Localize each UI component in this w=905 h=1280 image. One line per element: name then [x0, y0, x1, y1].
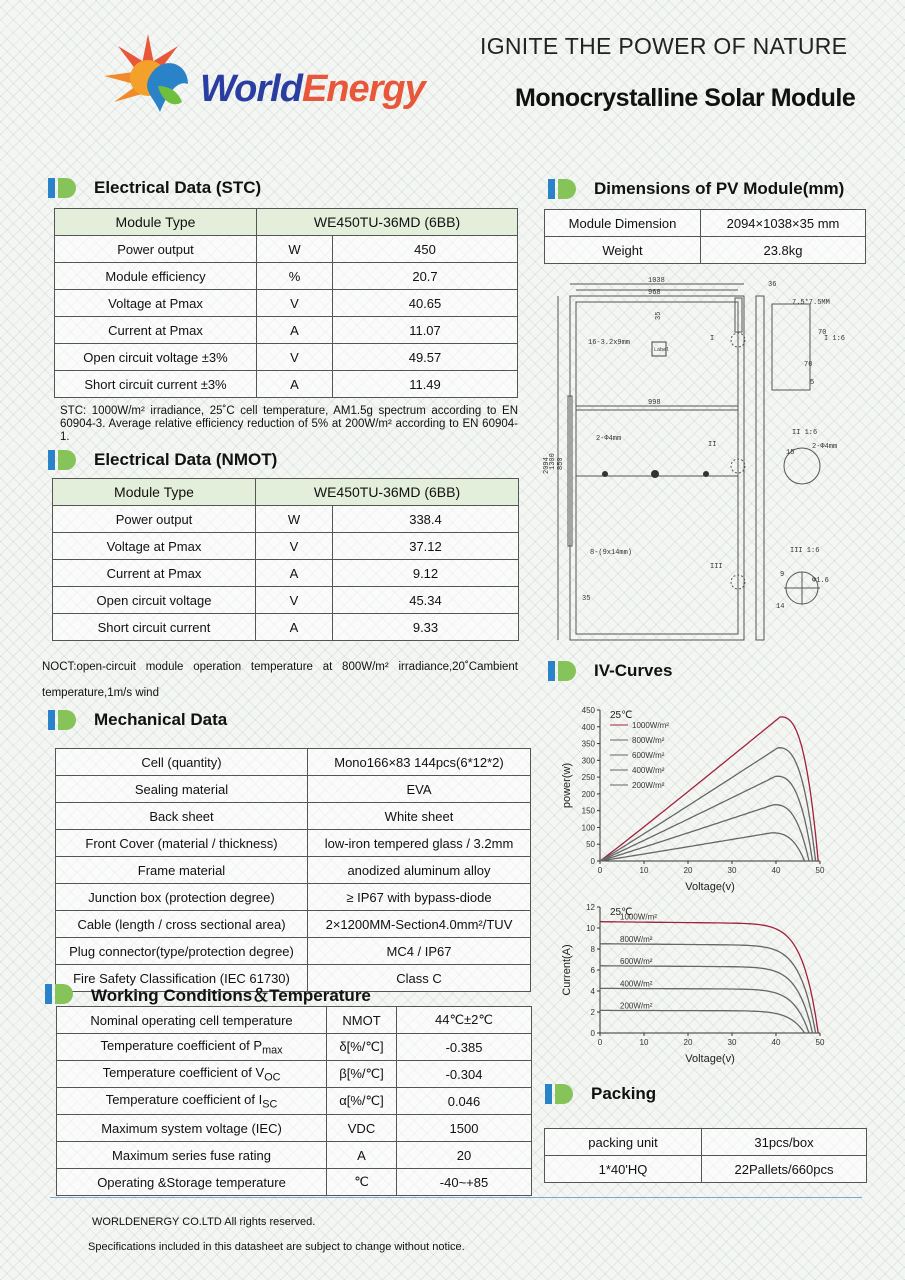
- dims-title: Dimensions of PV Module(mm): [594, 179, 845, 198]
- stc-cell-0: Short circuit current ±3%: [55, 371, 257, 398]
- mech-title: Mechanical Data: [94, 710, 228, 729]
- work-param-sub: max: [262, 1044, 283, 1057]
- work-unit: α[%/℃]: [327, 1088, 397, 1115]
- y-axis-label: power(w): [561, 762, 573, 809]
- nmot-row: [53, 560, 519, 587]
- mech-row: [56, 803, 531, 830]
- y-tick-label: 150: [581, 806, 595, 816]
- work-value: 1500: [397, 1115, 532, 1142]
- section-stc: [48, 178, 261, 198]
- work-param: Maximum system voltage (IEC): [57, 1115, 327, 1142]
- stc-header-model: WE450TU-36MD (6BB): [257, 209, 518, 236]
- dim-holes-2: 2-Φ4mm: [596, 435, 622, 443]
- y-tick-label: 350: [581, 739, 595, 749]
- dim-5: 5: [810, 379, 815, 387]
- y-tick-label: 450: [581, 706, 595, 715]
- x-tick-label: 0: [597, 866, 603, 875]
- dims-row: [545, 210, 866, 237]
- mech-row: [56, 884, 531, 911]
- work-param: Temperature coefficient of $I_{SC}$: [57, 1088, 327, 1115]
- dims-cell-0: Module Dimension: [545, 210, 701, 237]
- mech-cell-1: Class C: [308, 965, 531, 992]
- dim-35-bottom: 35: [582, 595, 591, 603]
- stc-row: [55, 236, 518, 263]
- work-param: Operating &Storage temperature: [57, 1169, 327, 1196]
- stc-cell-1: A: [257, 317, 333, 344]
- nmot-cell-1: V: [256, 587, 333, 614]
- nmot-table: [52, 478, 519, 641]
- x-tick-label: 40: [771, 1038, 781, 1047]
- detail-iii-scale: III 1:6: [790, 547, 820, 555]
- work-param: Temperature coefficient of $V_{OC}$: [57, 1061, 327, 1088]
- mech-cell-0: Fire Safety Classification (IEC 61730): [56, 965, 308, 992]
- stc-header-type: Module Type: [55, 209, 257, 236]
- section-marker-icon: [548, 179, 576, 199]
- dim-width-inner: 968: [648, 289, 661, 297]
- section-marker-icon: [548, 661, 576, 681]
- work-param-sub: SC: [262, 1098, 278, 1111]
- work-unit: A: [327, 1142, 397, 1169]
- mech-cell-0: Front Cover (material / thickness): [56, 830, 308, 857]
- nmot-row: [53, 614, 519, 641]
- series-line: [600, 1010, 805, 1033]
- mech-row: [56, 830, 531, 857]
- stc-cell-2: 20.7: [333, 263, 518, 290]
- section-marker-icon: [48, 450, 76, 470]
- stc-row: [55, 344, 518, 371]
- work-row: [57, 1007, 532, 1034]
- section-nmot: [48, 450, 277, 470]
- mech-cell-1: low-iron tempered glass / 3.2mm: [308, 830, 531, 857]
- dim-holes-3: 8-(9x14mm): [590, 549, 633, 557]
- power-voltage-chart: [540, 698, 840, 898]
- work-param: Nominal operating cell temperature: [57, 1007, 327, 1034]
- current-voltage-chart: [540, 895, 840, 1070]
- section-marker-icon: [48, 710, 76, 730]
- packing-row: [545, 1156, 867, 1183]
- stc-row: [55, 290, 518, 317]
- stc-table: [54, 208, 518, 398]
- stc-cell-2: 11.07: [333, 317, 518, 344]
- work-unit: VDC: [327, 1115, 397, 1142]
- nmot-header-type: Module Type: [53, 479, 256, 506]
- mech-table: [55, 748, 531, 992]
- dims-row: [545, 237, 866, 264]
- work-value: -40~+85: [397, 1169, 532, 1196]
- work-param-sub: OC: [264, 1071, 281, 1084]
- x-axis-label: Voltage(v): [685, 881, 735, 893]
- legend-label: 800W/m²: [632, 736, 665, 745]
- dim-70a: 70: [818, 329, 827, 337]
- x-tick-label: 50: [815, 1038, 825, 1047]
- curve-label: 800W/m²: [620, 934, 653, 944]
- nmot-row: [53, 506, 519, 533]
- y-tick-label: 200: [581, 789, 595, 799]
- series-line: [600, 966, 813, 1033]
- mech-cell-0: Cell (quantity): [56, 749, 308, 776]
- legend-label: 400W/m²: [632, 766, 665, 775]
- curve-label: 400W/m²: [620, 979, 653, 989]
- chart-title: 25℃: [610, 710, 633, 721]
- stc-cell-2: 11.49: [333, 371, 518, 398]
- nmot-row: [53, 533, 519, 560]
- dim-35-top: 35: [655, 311, 663, 320]
- mech-cell-0: Junction box (protection degree): [56, 884, 308, 911]
- detail-ii-scale: II 1:6: [792, 429, 818, 437]
- y-tick-label: 2: [590, 1008, 595, 1017]
- mech-cell-1: MC4 / IP67: [308, 938, 531, 965]
- x-tick-label: 10: [639, 866, 649, 875]
- dim-9: 9: [780, 571, 785, 579]
- packing-cell-0: 1*40'HQ: [545, 1156, 702, 1183]
- mech-cell-1: 2×1200MM-Section4.0mm²/TUV: [308, 911, 531, 938]
- nmot-title: Electrical Data (NMOT): [94, 450, 278, 469]
- footer-company: WORLDENERGY CO.LTD All rights reserved.: [92, 1216, 316, 1228]
- section-marker-icon: [545, 1084, 573, 1104]
- work-row: [57, 1034, 532, 1061]
- stc-cell-1: V: [257, 344, 333, 371]
- work-row: [57, 1169, 532, 1196]
- nmot-cell-2: 338.4: [333, 506, 519, 533]
- footer-divider: [50, 1197, 862, 1198]
- y-tick-label: 50: [586, 840, 595, 850]
- x-tick-label: 30: [727, 1038, 737, 1047]
- stc-title: Electrical Data (STC): [94, 178, 262, 197]
- dim-70b: 70: [804, 361, 813, 369]
- x-tick-label: 0: [597, 1038, 603, 1047]
- dim-16: Φ1.6: [812, 577, 829, 585]
- y-tick-label: 400: [581, 722, 595, 732]
- mech-cell-0: Sealing material: [56, 776, 308, 803]
- y-tick-label: 6: [590, 966, 595, 975]
- mech-cell-0: Cable (length / cross sectional area): [56, 911, 308, 938]
- work-param: Maximum series fuse rating: [57, 1142, 327, 1169]
- work-value: -0.385: [397, 1034, 532, 1061]
- nmot-note: NOCT:open-circuit module operation temperature at 800W/m² irradiance,20˚Cambient temperature,1m/s wind: [42, 661, 518, 699]
- legend-label: 200W/m²: [632, 781, 665, 790]
- mech-row: [56, 938, 531, 965]
- dims-table: [544, 209, 866, 264]
- packing-cell-1: 22Pallets/660pcs: [702, 1156, 867, 1183]
- stc-cell-0: Current at Pmax: [55, 317, 257, 344]
- curve-label: 600W/m²: [620, 956, 653, 966]
- stc-note: STC: 1000W/m² irradiance, 25˚C cell temperature, AM1.5g spectrum according to EN 60904-3. Average relative efficiency reduction of 5% at 200W/m² according to EN 60904-1.: [60, 405, 518, 443]
- stc-cell-2: 450: [333, 236, 518, 263]
- section-packing: [545, 1084, 656, 1104]
- y-tick-label: 10: [586, 924, 595, 933]
- product-title: Monocrystalline Solar Module: [515, 84, 856, 112]
- dim-width-outer: 1038: [648, 277, 665, 285]
- packing-row: [545, 1129, 867, 1156]
- stc-row: [55, 263, 518, 290]
- y-tick-label: 8: [590, 945, 595, 954]
- section-dims: [548, 179, 844, 199]
- stc-row: [55, 371, 518, 398]
- work-table: [56, 1006, 532, 1196]
- dim-height-outer: 2094: [543, 457, 551, 474]
- work-value: 44℃±2℃: [397, 1007, 532, 1034]
- nmot-cell-2: 9.12: [333, 560, 519, 587]
- nmot-cell-2: 37.12: [333, 533, 519, 560]
- x-axis-label: Voltage(v): [685, 1053, 735, 1065]
- nmot-cell-2: 45.34: [333, 587, 519, 614]
- stc-cell-0: Open circuit voltage ±3%: [55, 344, 257, 371]
- slogan: IGNITE THE POWER OF NATURE: [480, 33, 848, 59]
- work-value: 20: [397, 1142, 532, 1169]
- nmot-cell-0: Current at Pmax: [53, 560, 256, 587]
- nmot-cell-2: 9.33: [333, 614, 519, 641]
- stc-cell-1: %: [257, 263, 333, 290]
- curve-label: 200W/m²: [620, 1001, 653, 1011]
- dims-cell-1: 2094×1038×35 mm: [701, 210, 866, 237]
- stc-cell-1: V: [257, 290, 333, 317]
- dim-15: 15: [786, 449, 795, 457]
- section-iv: [548, 661, 672, 681]
- section-marker-icon: [45, 984, 73, 1004]
- dim-height-mid: 1300: [549, 453, 557, 470]
- nmot-cell-0: Voltage at Pmax: [53, 533, 256, 560]
- y-tick-label: 12: [586, 903, 595, 912]
- detail-iii-marker: III: [710, 563, 723, 571]
- stc-cell-0: Power output: [55, 236, 257, 263]
- x-tick-label: 20: [683, 866, 693, 875]
- mech-cell-0: Plug connector(type/protection degree): [56, 938, 308, 965]
- mech-row: [56, 857, 531, 884]
- x-tick-label: 30: [727, 866, 737, 875]
- packing-table: [544, 1128, 867, 1183]
- detail-i-marker: I: [710, 335, 715, 343]
- legend-label: 600W/m²: [632, 751, 665, 760]
- y-tick-label: 300: [581, 756, 595, 766]
- iv-title: IV-Curves: [594, 661, 673, 680]
- mech-row: [56, 776, 531, 803]
- stc-cell-0: Voltage at Pmax: [55, 290, 257, 317]
- x-tick-label: 50: [815, 866, 825, 875]
- stc-cell-2: 49.57: [333, 344, 518, 371]
- work-title: Working Conditions＆Temperature: [91, 986, 371, 1005]
- y-tick-label: 250: [581, 773, 595, 783]
- work-row: [57, 1088, 532, 1115]
- y-axis-label: Current(A): [561, 944, 573, 996]
- legend-label: 1000W/m²: [632, 721, 669, 730]
- y-tick-label: 4: [590, 987, 595, 996]
- work-row: [57, 1142, 532, 1169]
- y-tick-label: 0: [590, 857, 595, 866]
- dims-cell-0: Weight: [545, 237, 701, 264]
- nmot-cell-1: W: [256, 506, 333, 533]
- detail-i-scale: I 1:6: [824, 335, 846, 343]
- y-tick-label: 0: [590, 1029, 595, 1038]
- nmot-cell-1: A: [256, 614, 333, 641]
- nmot-cell-1: V: [256, 533, 333, 560]
- work-row: [57, 1061, 532, 1088]
- mech-row: [56, 749, 531, 776]
- stc-cell-0: Module efficiency: [55, 263, 257, 290]
- mech-cell-1: EVA: [308, 776, 531, 803]
- dim-4mm: 2-Φ4mm: [812, 443, 838, 451]
- packing-title: Packing: [591, 1084, 657, 1103]
- nmot-cell-1: A: [256, 560, 333, 587]
- detail-size: 7.5*7.5MM: [792, 299, 830, 307]
- footer-notice: Specifications included in this datasheet are subject to change without notice.: [88, 1241, 465, 1253]
- stc-cell-2: 40.65: [333, 290, 518, 317]
- dim-mid-width: 998: [648, 399, 661, 407]
- work-unit: δ[%/℃]: [327, 1034, 397, 1061]
- x-tick-label: 20: [683, 1038, 693, 1047]
- dim-height-inner: 850: [557, 457, 565, 470]
- section-mech: [48, 710, 227, 730]
- dim-side: 36: [768, 281, 777, 289]
- curve-label: 1000W/m²: [620, 912, 657, 922]
- mech-cell-1: anodized aluminum alloy: [308, 857, 531, 884]
- stc-cell-1: W: [257, 236, 333, 263]
- work-param: Temperature coefficient of $P_{max}$: [57, 1034, 327, 1061]
- nmot-header-model: WE450TU-36MD (6BB): [256, 479, 519, 506]
- nmot-row: [53, 587, 519, 614]
- section-marker-icon: [48, 178, 76, 198]
- work-row: [57, 1115, 532, 1142]
- mech-cell-1: Mono166×83 144pcs(6*12*2): [308, 749, 531, 776]
- nmot-cell-0: Open circuit voltage: [53, 587, 256, 614]
- section-work: [45, 981, 371, 1006]
- stc-row: [55, 317, 518, 344]
- x-tick-label: 10: [639, 1038, 649, 1047]
- stc-cell-1: A: [257, 371, 333, 398]
- packing-cell-0: packing unit: [545, 1129, 702, 1156]
- nmot-cell-0: Short circuit current: [53, 614, 256, 641]
- mech-cell-0: Back sheet: [56, 803, 308, 830]
- dim-holes-1: 16-3.2x9mm: [588, 339, 631, 347]
- work-unit: β[%/℃]: [327, 1061, 397, 1088]
- mech-row: [56, 911, 531, 938]
- mech-cell-0: Frame material: [56, 857, 308, 884]
- x-tick-label: 40: [771, 866, 781, 875]
- work-unit: NMOT: [327, 1007, 397, 1034]
- dims-cell-1: 23.8kg: [701, 237, 866, 264]
- mech-cell-1: ≥ IP67 with bypass-diode: [308, 884, 531, 911]
- dim-14: 14: [776, 603, 785, 611]
- work-value: 0.046: [397, 1088, 532, 1115]
- mech-cell-1: White sheet: [308, 803, 531, 830]
- y-tick-label: 100: [581, 823, 595, 833]
- label-box: Label: [654, 347, 670, 353]
- work-value: -0.304: [397, 1061, 532, 1088]
- brand-logo: WorldEnergy: [200, 68, 425, 110]
- work-unit: ℃: [327, 1169, 397, 1196]
- chart-title: 25℃: [610, 907, 633, 918]
- module-drawing: [540, 270, 870, 650]
- nmot-cell-0: Power output: [53, 506, 256, 533]
- packing-cell-1: 31pcs/box: [702, 1129, 867, 1156]
- detail-ii-marker: II: [708, 441, 717, 449]
